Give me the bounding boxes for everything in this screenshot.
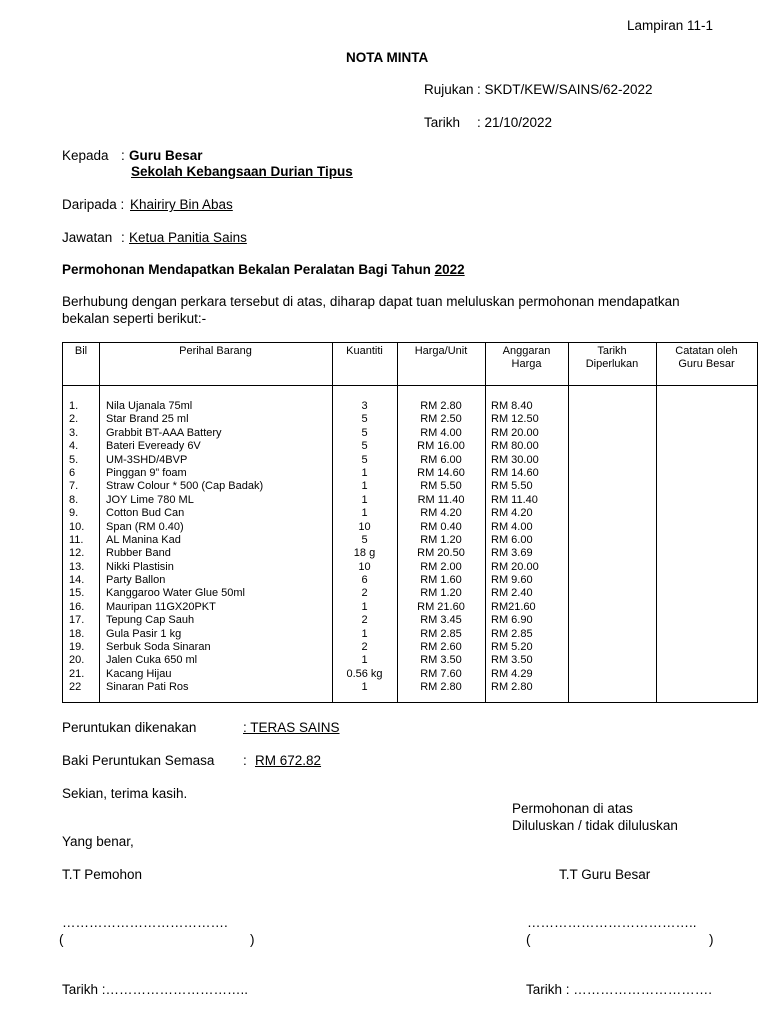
- header-anggaran-line1: Anggaran: [502, 345, 551, 357]
- row-bil: 8.: [69, 493, 79, 506]
- row-harga-unit: RM 16.00: [417, 440, 465, 453]
- baki-label: Baki Peruntukan Semasa: [62, 753, 215, 768]
- kepada-school: Sekolah Kebangsaan Durian Tipus: [131, 164, 353, 179]
- row-anggaran: RM 9.60: [491, 574, 533, 587]
- row-bil: 18.: [69, 627, 85, 640]
- kepada-name: Guru Besar: [129, 148, 203, 163]
- row-anggaran: RM21.60: [491, 600, 536, 613]
- row-harga-unit: RM 2.60: [420, 641, 462, 654]
- row-anggaran: RM 11.40: [491, 493, 538, 506]
- column-perihal: [106, 400, 330, 695]
- row-bil: 3.: [69, 426, 79, 439]
- row-anggaran: RM 12.50: [491, 413, 539, 426]
- header-anggaran-line2: Harga: [511, 358, 542, 370]
- row-anggaran: RM 2.40: [491, 587, 533, 600]
- row-anggaran: RM 3.69: [491, 547, 533, 560]
- row-anggaran: RM 8.40: [491, 400, 533, 412]
- closing-text: Sekian, terima kasih.: [62, 786, 188, 801]
- row-anggaran: RM 14.60: [491, 466, 539, 479]
- row-kuantiti: 3: [361, 400, 368, 412]
- row-harga-unit: RM 4.00: [420, 426, 462, 439]
- row-harga-unit: RM 11.40: [417, 493, 465, 506]
- header-kuantiti: Kuantiti: [346, 345, 383, 357]
- rujukan-label: Rujukan: [424, 82, 474, 97]
- subject-year: 2022: [434, 262, 465, 277]
- row-harga-unit: RM 2.50: [420, 413, 462, 426]
- header-catatan: [656, 345, 757, 371]
- header-tarikh: [568, 345, 656, 371]
- row-bil: 21.: [69, 667, 85, 680]
- signature-dots-right: ………………………………..: [527, 915, 697, 930]
- row-harga-unit: RM 5.50: [420, 480, 462, 493]
- column-bil: [69, 400, 99, 695]
- row-item: Nikki Plastisin: [106, 560, 174, 573]
- row-bil: 17.: [69, 614, 85, 627]
- row-bil: 19.: [69, 641, 85, 654]
- row-item: Cotton Bud Can: [106, 507, 185, 520]
- name-paren-close-left: ): [250, 932, 255, 947]
- name-paren-close-right: ): [709, 932, 714, 947]
- row-bil: 5.: [69, 453, 79, 466]
- row-harga-unit: RM 0.40: [420, 520, 462, 533]
- row-kuantiti: 6: [361, 574, 368, 587]
- lampiran-label: Lampiran 11-1: [627, 18, 714, 33]
- row-kuantiti: 2: [361, 641, 368, 654]
- row-kuantiti: 5: [361, 453, 368, 466]
- row-harga-unit: RM 6.00: [420, 453, 462, 466]
- row-kuantiti: 1: [361, 681, 368, 694]
- row-anggaran: RM 20.00: [491, 426, 539, 439]
- row-anggaran: RM 4.00: [491, 520, 533, 533]
- header-tarikh-line2: Diperlukan: [585, 358, 639, 370]
- row-harga-unit: RM 3.45: [420, 614, 462, 627]
- row-harga-unit: RM 21.60: [417, 600, 465, 613]
- peruntukan-value: : TERAS SAINS: [243, 720, 340, 735]
- row-harga-unit: RM 2.80: [420, 681, 462, 694]
- row-item: Tepung Cap Sauh: [106, 614, 195, 627]
- tt-guru-besar: T.T Guru Besar: [559, 867, 651, 882]
- row-kuantiti: 1: [361, 600, 368, 613]
- row-anggaran: RM 3.50: [491, 654, 533, 667]
- row-kuantiti: 1: [361, 480, 368, 493]
- row-bil: 2.: [69, 413, 79, 426]
- document-title: NOTA MINTA: [346, 50, 429, 65]
- row-item: Serbuk Soda Sinaran: [106, 641, 211, 654]
- baki-colon: :: [243, 753, 247, 768]
- row-anggaran: RM 80.00: [491, 440, 539, 453]
- row-bil: 15.: [69, 587, 85, 600]
- row-item: Jalen Cuka 650 ml: [106, 654, 198, 667]
- tarikh-signature-left: Tarikh :…………………………..: [62, 982, 249, 997]
- row-kuantiti: 1: [361, 627, 368, 640]
- row-bil: 16.: [69, 600, 85, 613]
- row-harga-unit: RM 3.50: [420, 654, 462, 667]
- name-paren-open-left: (: [59, 932, 64, 947]
- row-kuantiti: 1: [361, 466, 368, 479]
- row-anggaran: RM 2.80: [491, 681, 533, 694]
- permohonan-line-1: Permohonan di atas: [512, 801, 633, 816]
- row-item: Pinggan 9” foam: [106, 466, 187, 479]
- row-item: Nila Ujanala 75ml: [106, 400, 193, 412]
- column-anggaran: [491, 400, 567, 695]
- subject-line: [62, 262, 465, 277]
- row-kuantiti: 0.56 kg: [346, 667, 383, 680]
- row-kuantiti: 18 g: [353, 547, 376, 560]
- tarikh-label: Tarikh: [424, 115, 461, 130]
- row-item: Gula Pasir 1 kg: [106, 627, 182, 640]
- daripada-value: Khairiry Bin Abas: [130, 197, 233, 212]
- subject-text: Permohonan Mendapatkan Bekalan Peralatan Bagi Tahun: [62, 262, 431, 277]
- peruntukan-label: Peruntukan dikenakan: [62, 720, 197, 735]
- row-anggaran: RM 2.85: [491, 627, 533, 640]
- row-item: Bateri Eveready 6V: [106, 440, 201, 453]
- row-harga-unit: RM 1.20: [420, 533, 462, 546]
- items-table: [62, 342, 758, 703]
- row-bil: 20.: [69, 654, 85, 667]
- row-anggaran: RM 5.50: [491, 480, 533, 493]
- row-item: Mauripan 11GX20PKT: [106, 600, 216, 613]
- row-item: Rubber Band: [106, 547, 171, 560]
- row-anggaran: RM 6.90: [491, 614, 533, 627]
- row-item: Star Brand 25 ml: [106, 413, 189, 426]
- row-kuantiti: 1: [361, 654, 368, 667]
- row-anggaran: RM 4.29: [491, 667, 533, 680]
- row-kuantiti: 10: [358, 560, 371, 573]
- row-harga-unit: RM 14.60: [417, 466, 465, 479]
- signature-dots-left: ……………………………….: [62, 915, 228, 930]
- row-anggaran: RM 4.20: [491, 507, 533, 520]
- jawatan-label: Jawatan: [62, 230, 113, 245]
- row-harga-unit: RM 2.80: [420, 400, 462, 412]
- row-anggaran: RM 30.00: [491, 453, 539, 466]
- row-kuantiti: 1: [361, 507, 368, 520]
- row-bil: 9.: [69, 507, 79, 520]
- row-item: AL Manina Kad: [106, 533, 181, 546]
- row-harga-unit: RM 20.50: [417, 547, 465, 560]
- rujukan-value: : SKDT/KEW/SAINS/62-2022: [477, 82, 653, 97]
- header-catatan-line1: Catatan oleh: [675, 345, 738, 357]
- row-bil: 12.: [69, 547, 85, 560]
- row-bil: 10.: [69, 520, 85, 533]
- row-bil: 14.: [69, 574, 85, 587]
- row-item: Sinaran Pati Ros: [106, 681, 189, 694]
- row-anggaran: RM 20.00: [491, 560, 539, 573]
- row-kuantiti: 10: [358, 520, 371, 533]
- baki-value: RM 672.82: [255, 753, 322, 768]
- row-bil: 1.: [69, 400, 79, 412]
- row-bil: 4.: [69, 440, 79, 453]
- daripada-label: Daripada :: [62, 197, 125, 212]
- row-harga-unit: RM 2.85: [420, 627, 462, 640]
- row-bil: 11.: [69, 533, 84, 546]
- row-harga-unit: RM 2.00: [420, 560, 462, 573]
- body-line-2: bekalan seperti berikut:-: [62, 311, 207, 326]
- kepada-label: Kepada: [62, 148, 109, 163]
- row-bil: 13.: [69, 560, 85, 573]
- tarikh-value: : 21/10/2022: [477, 115, 553, 130]
- column-harga-unit: [397, 400, 485, 695]
- name-paren-open-right: (: [526, 932, 531, 947]
- row-item: UM-3SHD/4BVP: [106, 453, 188, 466]
- row-item: Span (RM 0.40): [106, 520, 184, 533]
- header-perihal: Perihal Barang: [179, 345, 252, 357]
- row-item: JOY Lime 780 ML: [106, 493, 194, 506]
- header-bil: Bil: [74, 345, 88, 357]
- row-kuantiti: 2: [361, 614, 368, 627]
- permohonan-line-2: Diluluskan / tidak diluluskan: [512, 818, 678, 833]
- row-harga-unit: RM 1.60: [420, 574, 462, 587]
- header-harga-unit: Harga/Unit: [414, 345, 468, 357]
- row-kuantiti: 2: [361, 587, 368, 600]
- column-kuantiti: [332, 400, 397, 695]
- header-catatan-line2: Guru Besar: [678, 358, 735, 370]
- tt-pemohon: T.T Pemohon: [62, 867, 143, 882]
- row-anggaran: RM 5.20: [491, 641, 533, 654]
- body-line-1: Berhubung dengan perkara tersebut di atas, diharap dapat tuan meluluskan permohonan mendapatkan: [62, 294, 680, 309]
- row-bil: 7.: [69, 480, 79, 493]
- row-kuantiti: 5: [361, 440, 368, 453]
- row-anggaran: RM 6.00: [491, 533, 533, 546]
- tarikh-signature-right: Tarikh : ………………………….: [526, 982, 713, 997]
- header-anggaran: [485, 345, 568, 371]
- row-kuantiti: 5: [361, 413, 368, 426]
- row-kuantiti: 5: [361, 426, 368, 439]
- row-kuantiti: 5: [361, 533, 368, 546]
- jawatan-colon: :: [121, 230, 125, 245]
- row-harga-unit: RM 1.20: [420, 587, 462, 600]
- row-bil: 22: [69, 681, 82, 694]
- row-harga-unit: RM 4.20: [420, 507, 462, 520]
- yang-benar: Yang benar,: [62, 834, 134, 849]
- row-kuantiti: 1: [361, 493, 368, 506]
- row-harga-unit: RM 7.60: [420, 667, 462, 680]
- header-tarikh-line1: Tarikh: [597, 345, 627, 357]
- row-item: Straw Colour * 500 (Cap Badak): [106, 480, 264, 493]
- row-item: Kacang Hijau: [106, 667, 172, 680]
- row-item: Kanggaroo Water Glue 50ml: [106, 587, 245, 600]
- kepada-colon: :: [121, 148, 125, 163]
- row-item: Party Ballon: [106, 574, 166, 587]
- row-item: Grabbit BT-AAA Battery: [106, 426, 222, 439]
- row-bil: 6: [69, 466, 76, 479]
- jawatan-value: Ketua Panitia Sains: [129, 230, 247, 245]
